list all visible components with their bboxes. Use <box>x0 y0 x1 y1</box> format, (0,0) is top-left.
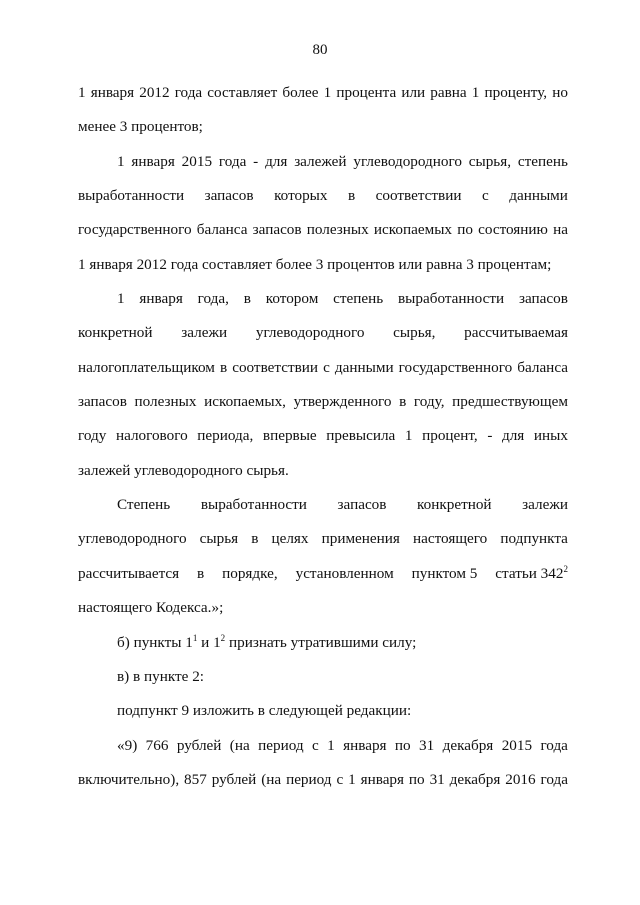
word: залежи <box>522 496 568 514</box>
text-line: включительно), 857 рублей (на период с 1 января по 31 декабря 2016 года <box>78 770 568 788</box>
text-line: «9) 766 рублей (на период с 1 января по 31 декабря 2015 года <box>117 736 568 754</box>
word: запасов <box>204 187 254 205</box>
word: выработанности <box>78 187 185 205</box>
text-segment: признать утратившими силу; <box>225 633 417 651</box>
word: конкретной <box>78 324 153 342</box>
word: Степень <box>117 496 171 514</box>
superscript: 1 <box>192 632 198 643</box>
text-line: настоящего Кодекса.»; <box>78 599 224 617</box>
text-line: углеводородного сырья в целях применения настоящего подпункта <box>78 530 568 548</box>
word-with-superscript <box>495 557 568 591</box>
word: сырья, <box>393 324 436 342</box>
word: которых <box>274 187 328 205</box>
text-line: менее 3 процентов; <box>78 118 203 136</box>
text-line <box>78 179 568 213</box>
word: запасов <box>337 496 387 514</box>
text-line: 1 января 2012 года составляет более 1 процента или равна 1 проценту, но <box>78 84 568 101</box>
document-body <box>78 76 568 797</box>
text-line <box>78 488 568 522</box>
word: выработанности <box>200 496 307 514</box>
superscript: 2 <box>220 632 226 643</box>
text-line: в) в пункте 2: <box>117 667 205 685</box>
word: статьи 342 <box>495 564 564 582</box>
text-line: залежей углеводородного сырья. <box>78 461 289 479</box>
word: 1 <box>117 290 125 308</box>
text-line <box>78 626 568 660</box>
word: в <box>243 290 251 308</box>
text-line: подпункт 9 изложить в следующей редакции: <box>117 702 412 720</box>
word: выработанности <box>398 290 505 308</box>
word: в <box>348 187 356 205</box>
word: года, <box>197 290 229 308</box>
word: рассчитываемая <box>464 324 568 342</box>
text-line <box>78 557 568 591</box>
word: в <box>197 564 205 582</box>
word: залежи <box>181 324 228 342</box>
text-line: налогоплательщиком в соответствии с данными государственного баланса <box>78 358 568 376</box>
page-number: 80 <box>312 42 328 58</box>
text-line: государственного баланса запасов полезных ископаемых по состоянию на <box>78 221 568 239</box>
word: углеводородного <box>255 324 365 342</box>
word: степень <box>333 290 384 308</box>
text-segment: б) пункты 1 <box>117 633 193 651</box>
word: котором <box>265 290 319 308</box>
word: установленном <box>295 564 394 582</box>
word: рассчитывается <box>78 564 180 582</box>
text-line: году налогового периода, впервые превысила 1 процент, - для иных <box>78 427 568 445</box>
word: данными <box>509 187 568 205</box>
text-line: запасов полезных ископаемых, утвержденного в году, предшествующем <box>78 393 568 411</box>
word: с <box>482 187 489 205</box>
text-line <box>78 316 568 350</box>
word: соответствии <box>375 187 462 205</box>
word: порядке, <box>222 564 278 582</box>
word: пунктом 5 <box>411 564 478 582</box>
word: запасов <box>518 290 568 308</box>
text-line: 1 января 2015 года - для залежей углеводородного сырья, степень <box>117 152 568 170</box>
word: конкретной <box>417 496 492 514</box>
text-segment: и 1 <box>197 633 221 651</box>
word: января <box>139 290 183 308</box>
text-line <box>78 282 568 316</box>
superscript: 2 <box>563 563 568 574</box>
text-line: 1 января 2012 года составляет более 3 процентов или равна 3 процентам; <box>78 255 552 273</box>
